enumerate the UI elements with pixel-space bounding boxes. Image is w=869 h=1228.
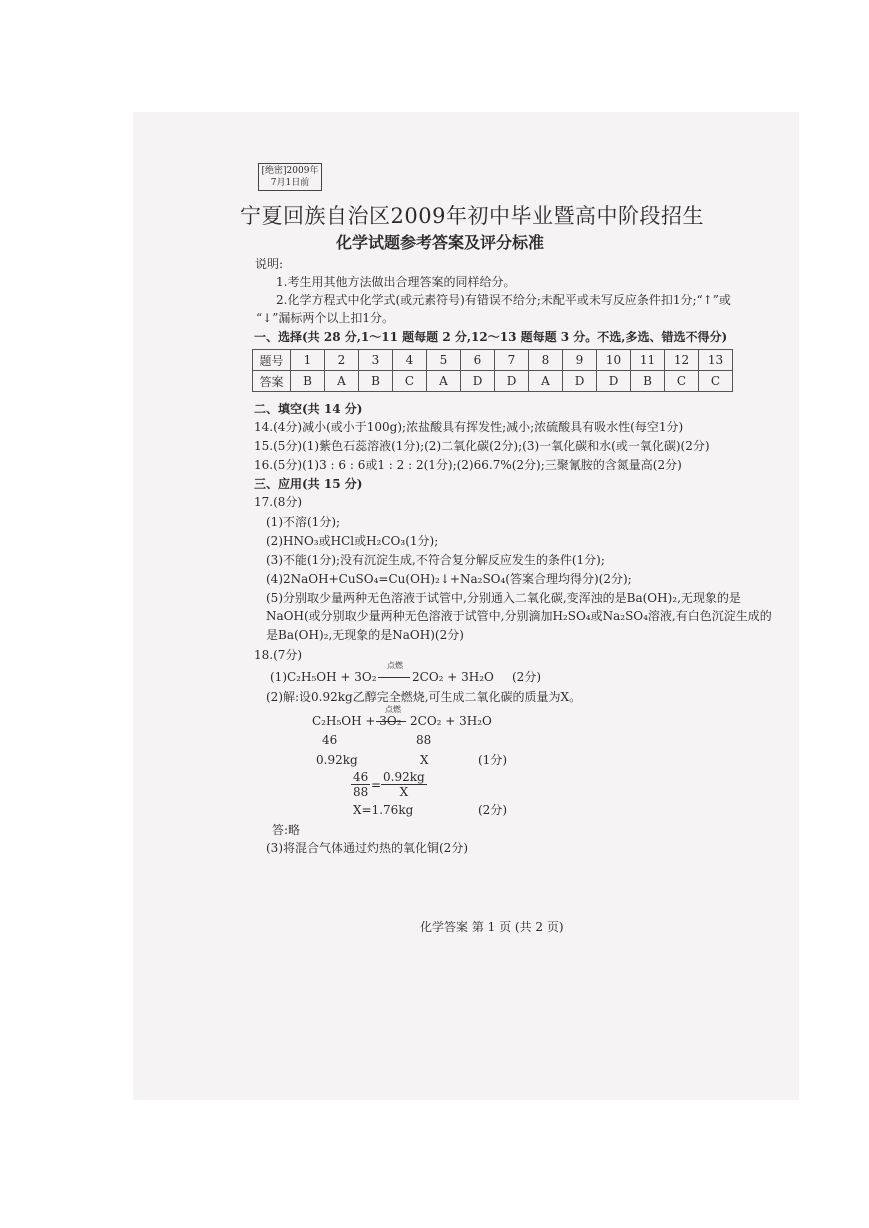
result: X=1.76kg: [353, 803, 414, 817]
answer-18-heading: 18.(7分): [254, 648, 303, 662]
ratio-left-numerator: 46: [353, 770, 369, 784]
answer-table: [252, 349, 733, 392]
document-subtitle: 化学试题参考答案及评分标准: [335, 233, 544, 252]
answer-cell: A: [325, 371, 359, 392]
question-number: 12: [665, 350, 699, 371]
equation-1-score: (2分): [512, 670, 541, 684]
answer-cell: D: [563, 371, 597, 392]
answer-cell: C: [699, 371, 733, 392]
scanned-page: [133, 112, 799, 1100]
reaction-equals-line: [376, 721, 406, 722]
answer-15: 15.(5分)(1)紫色石蕊溶液(1分);(2)二氧化碳(2分);(3)一氧化碳和水(或一氧化碳)(2分): [254, 439, 710, 453]
answer-17-part-5a: (5)分别取少量两种无色溶液于试管中,分别通入二氧化碳,变浑浊的是Ba(OH)₂,无现象的是: [266, 591, 741, 605]
answer-row: [253, 371, 733, 392]
ratio-right-denominator: X: [399, 785, 409, 799]
section-1-heading: 一、选择(共 28 分,1～11 题每题 2 分,12～13 题每题 3 分。不选,多选、错选不得分): [254, 330, 728, 344]
answer-17-part-1: (1)不溶(1分);: [266, 515, 341, 529]
question-number: 11: [631, 350, 665, 371]
ratio-left-denominator: 88: [353, 785, 369, 799]
question-number: 6: [461, 350, 495, 371]
question-number-label: 题号: [253, 350, 291, 371]
answer-17-part-5c: 是Ba(OH)₂,无现象的是NaOH)(2分): [266, 628, 464, 642]
ratio-right: [381, 770, 427, 799]
answer-cell: B: [631, 371, 665, 392]
question-number: 3: [359, 350, 393, 371]
page-footer: 化学答案 第 1 页 (共 2 页): [420, 920, 564, 934]
confidential-stamp: [258, 163, 322, 191]
unknown-mass: X: [420, 753, 429, 767]
ratio-left: [351, 770, 370, 799]
question-number: 10: [597, 350, 631, 371]
question-number: 8: [529, 350, 563, 371]
question-number: 5: [427, 350, 461, 371]
answer-14: 14.(4分)减小(或小于100g);浓盐酸具有挥发性;减小;浓硫酸具有吸水性(每空1分): [254, 420, 684, 434]
note-2a: 2.化学方程式中化学式(或元素符号)有错误不给分;未配平或未写反应条件扣1分;“↑”或: [276, 293, 731, 307]
answer-cell: C: [665, 371, 699, 392]
equation-1-products: 2CO₂ + 3H₂O: [412, 670, 494, 684]
answer-17-part-2: (2)HNO₃或HCl或H₂CO₃(1分);: [266, 534, 439, 548]
reaction-equals-line: [378, 677, 410, 678]
answer-cell: A: [427, 371, 461, 392]
question-number: 13: [699, 350, 733, 371]
question-number: 7: [495, 350, 529, 371]
notes-heading: 说明:: [255, 257, 284, 271]
given-mass: 0.92kg: [316, 753, 358, 767]
answer-17-part-3: (3)不能(1分);没有沉淀生成,不符合复分解反应发生的条件(1分);: [266, 553, 605, 567]
answer-omitted: 答:略: [272, 823, 301, 837]
answer-cell: A: [529, 371, 563, 392]
ratio-equals: =: [371, 778, 382, 792]
note-1: 1.考生用其他方法做出合理答案的同样给分。: [276, 275, 516, 289]
equation-2-reactants: C₂H₅OH + 3O₂: [312, 714, 402, 728]
section-2-heading: 二、填空(共 14 分): [254, 402, 363, 416]
answer-cell: B: [291, 371, 325, 392]
answer-cell: D: [461, 371, 495, 392]
answer-16: 16.(5分)(1)3 : 6 : 6或1 : 2 : 2(1分);(2)66.7%(2分);三聚氰胺的含氮量高(2分): [254, 458, 682, 472]
molar-mass-co2: 88: [416, 733, 432, 747]
proportion-score: (1分): [478, 753, 507, 767]
answer-17-heading: 17.(8分): [254, 495, 303, 509]
note-2b: “↓”漏标两个以上扣1分。: [256, 311, 394, 325]
stamp-line-2: 7月1日前: [270, 178, 310, 188]
answer-cell: C: [393, 371, 427, 392]
section-3-heading: 三、应用(共 15 分): [254, 477, 363, 491]
answer-cell: B: [359, 371, 393, 392]
question-number: 4: [393, 350, 427, 371]
molar-mass-ethanol: 46: [322, 733, 338, 747]
answer-label: 答案: [253, 371, 291, 392]
answer-18-part-3: (3)将混合气体通过灼热的氧化铜(2分): [266, 841, 468, 855]
reaction-condition: 点燃: [387, 661, 403, 670]
equation-2-products: 2CO₂ + 3H₂O: [410, 714, 492, 728]
stamp-line-1: [绝密]2009年: [261, 166, 319, 176]
question-number-row: [253, 350, 733, 371]
equation-1-reactants: (1)C₂H₅OH + 3O₂: [270, 670, 377, 684]
answer-18-part-2: (2)解:设0.92kg乙醇完全燃烧,可生成二氧化碳的质量为X。: [266, 690, 582, 704]
answer-cell: D: [597, 371, 631, 392]
reaction-condition: 点燃: [385, 705, 401, 714]
answer-cell: D: [495, 371, 529, 392]
question-number: 9: [563, 350, 597, 371]
answer-17-part-4: (4)2NaOH+CuSO₄=Cu(OH)₂↓+Na₂SO₄(答案合理均得分)(2分);: [266, 572, 632, 586]
ratio-right-numerator: 0.92kg: [383, 770, 425, 784]
document-title: 宁夏回族自治区2009年初中毕业暨高中阶段招生: [240, 204, 704, 228]
result-score: (2分): [478, 803, 507, 817]
question-number: 1: [291, 350, 325, 371]
question-number: 2: [325, 350, 359, 371]
answer-17-part-5b: NaOH(或分别取少量两种无色溶液于试管中,分别滴加H₂SO₄或Na₂SO₄溶液,有白色沉淀生成的: [266, 609, 772, 623]
